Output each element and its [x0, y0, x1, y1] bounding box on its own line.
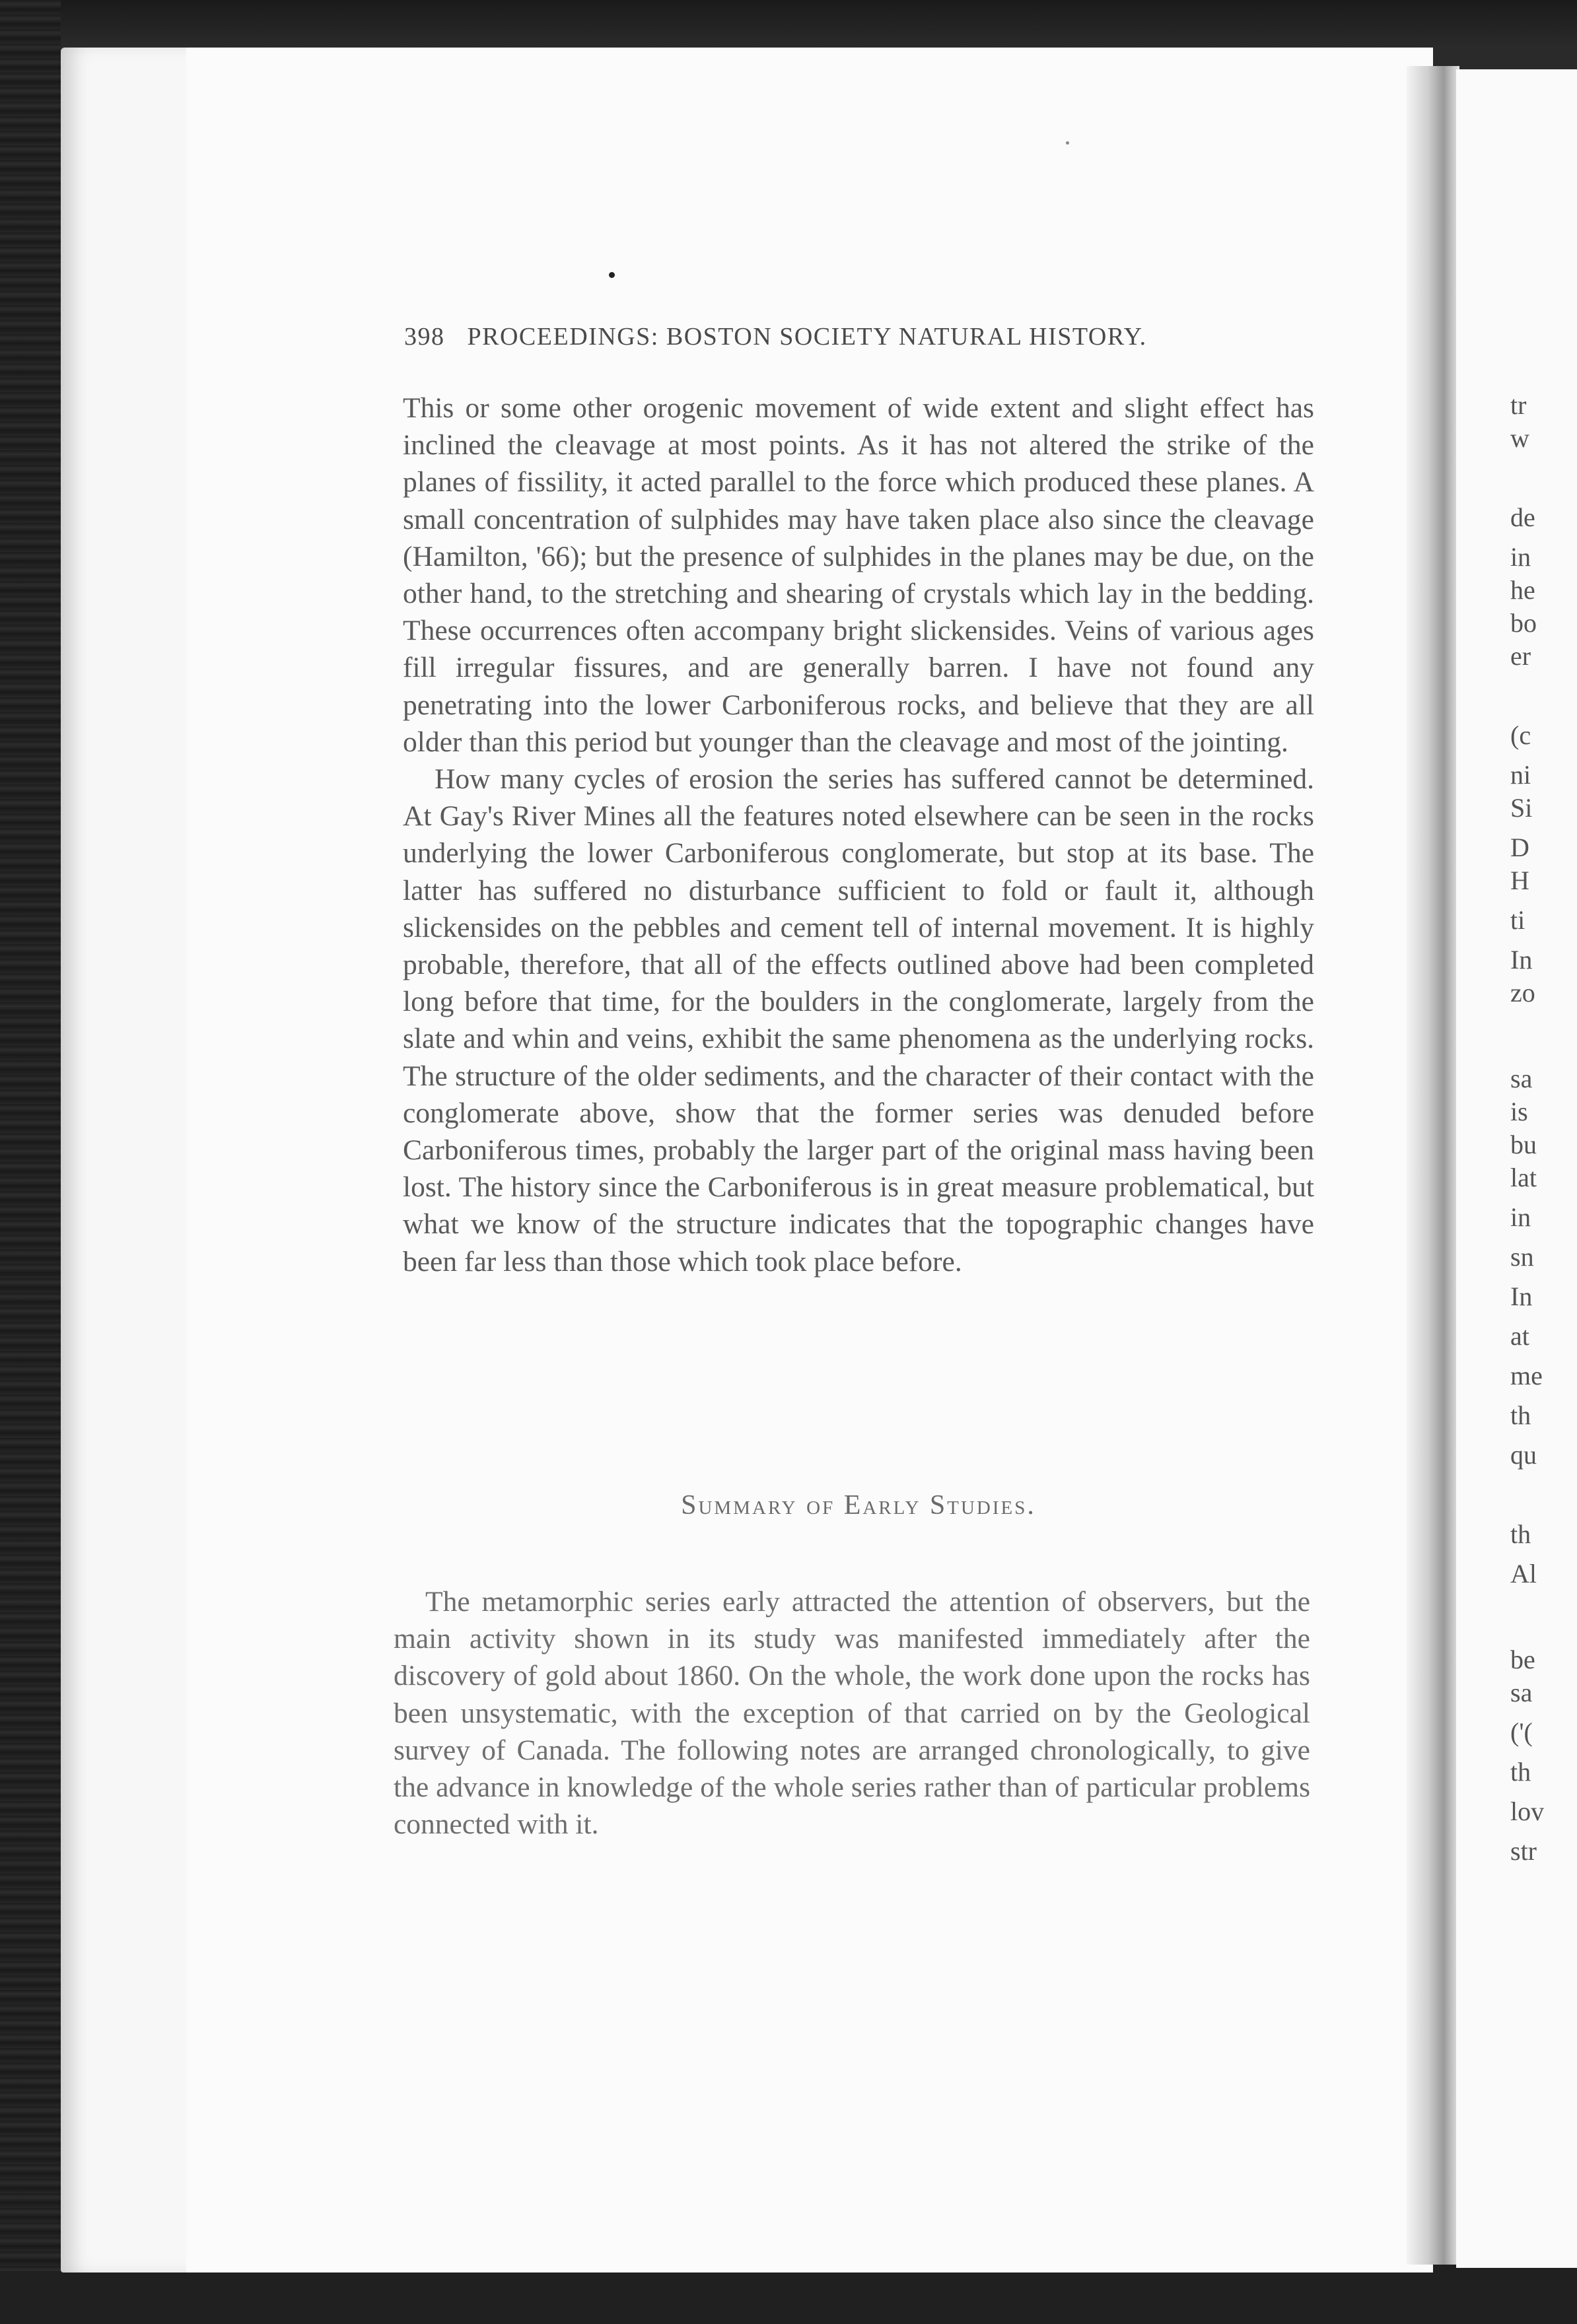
section-text: [394, 1583, 1310, 1843]
facing-page-fragment: he: [1510, 575, 1535, 605]
paragraph: How many cycles of erosion the series has suffered cannot be determined. At Gay's River Mines all the features noted elsewhere can be seen in the rocks underlying the lower Carboniferous conglomerate, but stop at its base. The latter has suffered no disturbance sufficient to fold or fault it, although slickensides on the pebbles and cement tell of internal movement. It is highly probable, therefore, that all of the effects outlined above had been completed long before that time, for the boulders in the conglomerate, largely from the slate and whin and veins, exhibit the same phenomena as the underlying rocks. The structure of the older sediments, and the character of their contact with the conglomerate above, show that the former series was denuded before Carboniferous times, probably the larger part of the original mass having been lost. The history since the Carboniferous is in great measure problematical, but what we know of the structure indicates that the topographic changes have been far less than those which took place before.: [403, 763, 1314, 1278]
page-number: 398: [404, 323, 445, 351]
facing-page-edge: [1456, 69, 1577, 2268]
facing-page-fragment: Al: [1510, 1559, 1537, 1589]
facing-page-fragment: H: [1510, 866, 1529, 895]
facing-page-fragment: me: [1510, 1361, 1543, 1390]
scan-background-bottom: [0, 2271, 1577, 2324]
facing-page-fragment: de: [1510, 502, 1535, 532]
facing-page-fragment: str: [1510, 1836, 1537, 1866]
facing-page-fragment: ('(: [1510, 1717, 1533, 1747]
section-heading: Summary of Early Studies.: [681, 1490, 1036, 1521]
facing-page-fragment: be: [1510, 1645, 1535, 1674]
facing-page-fragment: in: [1510, 542, 1531, 572]
paragraph: This or some other orogenic movement of wide extent and slight effect has inclined the cleavage at most points. As it has not altered the strike of the planes of fissility, it acted parallel to the force which produced these planes. A small concentration of sulphides may have taken place also since the cleavage (Hamilton, '66); but the presence of sulphides in the planes may be due, on the other hand, to the stretching and shearing of crystals which lay in the bedding. These occurrences often accompany bright slickensides. Veins of various ages fill irregular fissures, and are generally barren. I have not found any penetrating into the lower Carboniferous rocks, and believe that they are all older than this period but younger than the cleavage and most of the jointing.: [403, 392, 1314, 758]
facing-page-fragment: in: [1510, 1202, 1531, 1232]
facing-page-fragment: er: [1510, 641, 1531, 671]
facing-page-fragment: lov: [1510, 1796, 1545, 1826]
facing-page-fragment: D: [1510, 833, 1529, 862]
facing-page-fragment: bu: [1510, 1130, 1537, 1159]
facing-page-fragment: w: [1510, 423, 1529, 453]
facing-page-fragment: sn: [1510, 1242, 1534, 1272]
facing-page-fragment: is: [1510, 1097, 1528, 1126]
facing-page-fragment: lat: [1510, 1163, 1537, 1192]
running-header: [404, 322, 1244, 351]
facing-page-fragment: th: [1510, 1519, 1531, 1549]
facing-page-fragment: th: [1510, 1757, 1531, 1787]
scan-speck: [1066, 141, 1069, 145]
facing-page-fragment: Si: [1510, 793, 1533, 823]
facing-page-fragment: In: [1510, 945, 1533, 974]
facing-page-fragment: tr: [1510, 390, 1527, 420]
scan-speck: [609, 272, 615, 278]
facing-page-fragment: zo: [1510, 978, 1535, 1008]
running-title: PROCEEDINGS: BOSTON SOCIETY NATURAL HISTORY.: [467, 323, 1147, 351]
facing-page-fragment: th: [1510, 1400, 1531, 1430]
facing-page-fragment: (c: [1510, 720, 1531, 750]
facing-page-fragment: ti: [1510, 905, 1525, 935]
facing-page-fragment: ni: [1510, 760, 1531, 790]
book-gutter: [1407, 66, 1459, 2265]
facing-page-fragment: In: [1510, 1282, 1533, 1311]
book-edge-left: [0, 0, 61, 2324]
facing-page-fragment: at: [1510, 1321, 1529, 1351]
facing-page-fragment: bo: [1510, 608, 1537, 638]
facing-page-fragment: qu: [1510, 1440, 1537, 1470]
facing-page-fragment: sa: [1510, 1678, 1533, 1707]
facing-page-fragment: sa: [1510, 1064, 1533, 1093]
paragraph: The metamorphic series early attracted the attention of observers, but the main activity shown in its study was manifested immediately after the discovery of gold about 1860. On the whole, the work done upon the rocks has been unsystematic, with the exception of that carried on by the Geological survey of Canada. The following notes are arranged chronologically, to give the advance in knowledge of the whole series rather than of particular problems connected with it.: [394, 1586, 1310, 1841]
main-text: [403, 390, 1314, 1280]
